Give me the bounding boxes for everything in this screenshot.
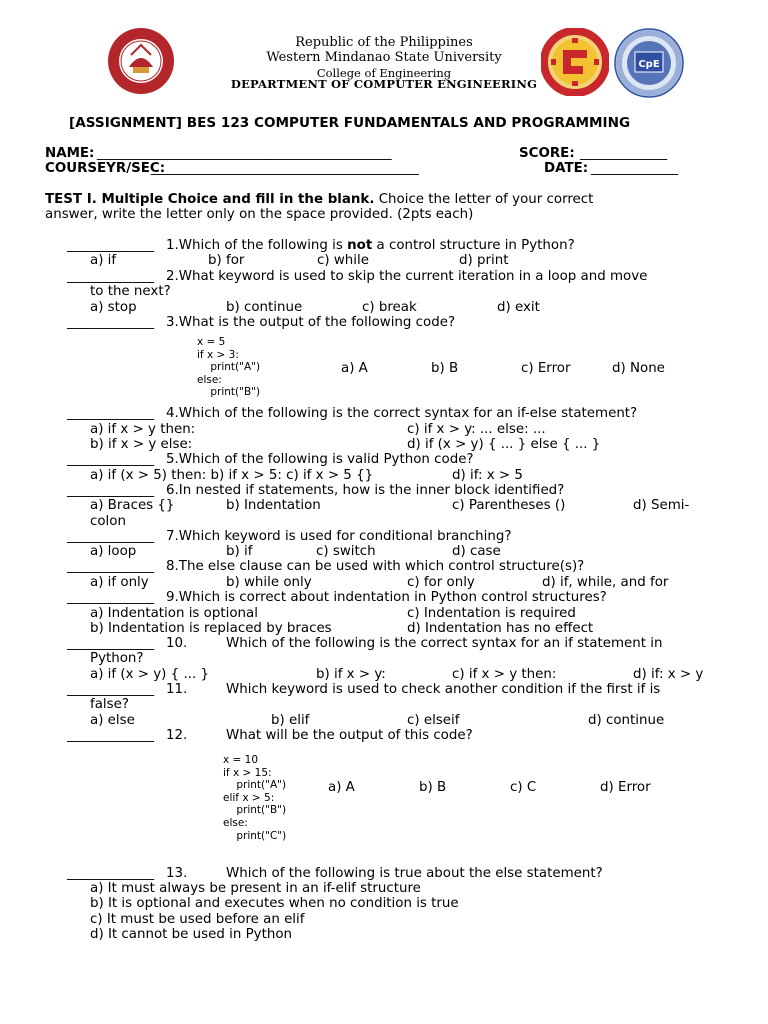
code-line: x = 10 xyxy=(223,754,259,766)
question-11-number: 11. xyxy=(166,682,188,697)
code-line: x = 5 xyxy=(197,336,226,348)
q3-option-c: c) Error xyxy=(521,361,571,376)
q12-option-b: b) B xyxy=(419,780,447,795)
question-6: 6.In nested if statements, how is the inner block identified? xyxy=(166,483,565,498)
header-college: College of Engineering xyxy=(316,66,452,80)
q9-option-b: b) Indentation is replaced by braces xyxy=(90,621,332,636)
score-field[interactable]: _____________ xyxy=(580,146,668,161)
answer-blank-10[interactable]: _____________ xyxy=(67,636,155,651)
answer-blank-12[interactable]: _____________ xyxy=(67,728,155,743)
q4-option-a: a) if x > y then: xyxy=(90,422,196,437)
q3-option-d: d) None xyxy=(612,361,665,376)
question-9: 9.Which is correct about indentation in Python control structures? xyxy=(166,590,607,605)
question-13: Which of the following is true about the else statement? xyxy=(226,866,603,881)
q4-option-d: d) if (x > y) { ... } else { ... } xyxy=(407,437,601,452)
course-label: COURSEYR/SEC: xyxy=(45,161,166,176)
q13-option-a: a) It must always be present in an if-elif structure xyxy=(90,881,421,896)
q7-option-a: a) loop xyxy=(90,544,137,559)
q6-option-d: d) Semi- xyxy=(633,498,690,513)
question-4: 4.Which of the following is the correct syntax for an if-else statement? xyxy=(166,406,638,421)
code-line: if x > 15: xyxy=(223,766,272,779)
code-line: print("A") xyxy=(223,779,287,792)
name-field[interactable]: ____________________________________________ xyxy=(97,146,392,161)
q13-option-b: b) It is optional and executes when no condition is true xyxy=(90,896,459,911)
question-2: 2.What keyword is used to skip the current iteration in a loop and move xyxy=(166,269,648,284)
q11-option-a: a) else xyxy=(90,713,135,728)
question-12: What will be the output of this code? xyxy=(226,728,473,743)
q1-option-c: c) while xyxy=(317,253,369,268)
q1-bold: not xyxy=(347,238,373,253)
answer-blank-11[interactable]: _____________ xyxy=(67,682,155,697)
header-department: DEPARTMENT OF COMPUTER ENGINEERING xyxy=(230,77,538,91)
wmsu-seal-logo xyxy=(107,27,175,95)
test1-heading xyxy=(45,192,593,207)
answer-blank-3[interactable]: _____________ xyxy=(67,315,155,330)
answer-blank-5[interactable]: _____________ xyxy=(67,452,155,467)
answer-blank-6[interactable]: _____________ xyxy=(67,483,155,498)
code-line: print("A") xyxy=(197,361,261,374)
q7-option-c: c) switch xyxy=(316,544,376,559)
question-8: 8.The else clause can be used with which control structure(s)? xyxy=(166,559,585,574)
q2-option-a: a) stop xyxy=(90,300,137,315)
cpe-department-logo xyxy=(613,28,685,98)
q7-option-d: d) case xyxy=(452,544,501,559)
question-5: 5.Which of the following is valid Python code? xyxy=(166,452,474,467)
question-10-number: 10. xyxy=(166,636,188,651)
answer-blank-13[interactable]: _____________ xyxy=(67,866,155,881)
q6-option-d-cont: colon xyxy=(90,514,126,529)
q13-option-c: c) It must be used before an elif xyxy=(90,912,305,927)
q9-option-a: a) Indentation is optional xyxy=(90,606,258,621)
q11-option-b: b) elif xyxy=(271,713,310,728)
q2-option-d: d) exit xyxy=(497,300,540,315)
q2-option-b: b) continue xyxy=(226,300,303,315)
question-13-number: 13. xyxy=(166,866,188,881)
assignment-title: [ASSIGNMENT] BES 123 COMPUTER FUNDAMENTALS AND PROGRAMMING xyxy=(69,115,631,131)
q10-option-d: d) if: x > y xyxy=(633,667,704,682)
q10-option-c: c) if x > y then: xyxy=(452,667,557,682)
question-12-number: 12. xyxy=(166,728,188,743)
q2-option-c: c) break xyxy=(362,300,417,315)
q1-pre: 1.Which of the following is xyxy=(166,238,348,253)
date-field[interactable]: _____________ xyxy=(591,161,679,176)
code-line: print("B") xyxy=(223,804,287,817)
question-10-cont: Python? xyxy=(90,651,144,666)
q12-option-c: c) C xyxy=(510,780,537,795)
question-11: Which keyword is used to check another condition if the first if is xyxy=(226,682,661,697)
q6-option-c: c) Parentheses () xyxy=(452,498,566,513)
date-label: DATE: xyxy=(544,161,589,176)
q10-option-b: b) if x > y: xyxy=(316,667,386,682)
q4-option-c: c) if x > y: ... else: ... xyxy=(407,422,546,437)
q12-code-block xyxy=(223,754,286,842)
test1-heading-bold: TEST I. Multiple Choice and fill in the blank. xyxy=(45,192,375,207)
header-university: Western Mindanao State University xyxy=(266,50,502,65)
q11-option-d: d) continue xyxy=(588,713,665,728)
q10-option-a: a) if (x > y) { ... } xyxy=(90,667,209,682)
answer-blank-2[interactable]: _____________ xyxy=(67,269,155,284)
coe-logo xyxy=(541,28,609,96)
q6-option-b: b) Indentation xyxy=(226,498,321,513)
question-7: 7.Which keyword is used for conditional branching? xyxy=(166,529,512,544)
question-2-cont: to the next? xyxy=(90,284,171,299)
q8-option-b: b) while only xyxy=(226,575,312,590)
q1-option-d: d) print xyxy=(459,253,509,268)
test1-heading-rest: Choice the letter of your correct xyxy=(374,192,594,207)
q12-option-a: a) A xyxy=(328,780,355,795)
answer-blank-7[interactable]: _____________ xyxy=(67,529,155,544)
question-1 xyxy=(166,238,575,253)
code-line: elif x > 5: xyxy=(223,791,275,804)
answer-blank-1[interactable]: _____________ xyxy=(67,238,155,253)
q12-option-d: d) Error xyxy=(600,780,651,795)
question-11-cont: false? xyxy=(90,697,129,712)
q1-option-a: a) if xyxy=(90,253,117,268)
q5-option-d: d) if: x > 5 xyxy=(452,468,523,483)
q5-options-abc: a) if (x > 5) then: b) if x > 5: c) if x > 5 {} xyxy=(90,468,374,483)
q3-code-block xyxy=(197,336,260,399)
q3-option-a: a) A xyxy=(341,361,368,376)
name-label: NAME: xyxy=(45,146,95,161)
question-3: 3.What is the output of the following code? xyxy=(166,315,456,330)
test1-instructions: answer, write the letter only on the space provided. (2pts each) xyxy=(45,207,474,222)
q1-post: a control structure in Python? xyxy=(372,238,575,253)
q9-option-d: d) Indentation has no effect xyxy=(407,621,594,636)
answer-blank-9[interactable]: _____________ xyxy=(67,590,155,605)
q8-option-d: d) if, while, and for xyxy=(542,575,669,590)
code-line: print("B") xyxy=(197,386,261,399)
q7-option-b: b) if xyxy=(226,544,253,559)
answer-blank-4[interactable]: _____________ xyxy=(67,406,155,421)
q11-option-c: c) elseif xyxy=(407,713,460,728)
question-10: Which of the following is the correct syntax for an if statement in xyxy=(226,636,663,651)
q1-option-b: b) for xyxy=(208,253,245,268)
q4-option-b: b) if x > y else: xyxy=(90,437,193,452)
q3-option-b: b) B xyxy=(431,361,459,376)
header-republic: Republic of the Philippines xyxy=(295,35,473,50)
answer-blank-8[interactable]: _____________ xyxy=(67,559,155,574)
q13-option-d: d) It cannot be used in Python xyxy=(90,927,293,942)
q8-option-a: a) if only xyxy=(90,575,149,590)
code-line: else: xyxy=(223,816,248,829)
q9-option-c: c) Indentation is required xyxy=(407,606,576,621)
code-line: else: xyxy=(197,373,222,386)
code-line: print("C") xyxy=(223,829,287,842)
code-line: if x > 3: xyxy=(197,348,239,361)
cpe-logo-text: CpE xyxy=(638,59,660,70)
score-label: SCORE: xyxy=(519,146,575,161)
q6-option-a: a) Braces {} xyxy=(90,498,175,513)
course-field[interactable]: ________________________________________ xyxy=(151,161,419,176)
q8-option-c: c) for only xyxy=(407,575,475,590)
